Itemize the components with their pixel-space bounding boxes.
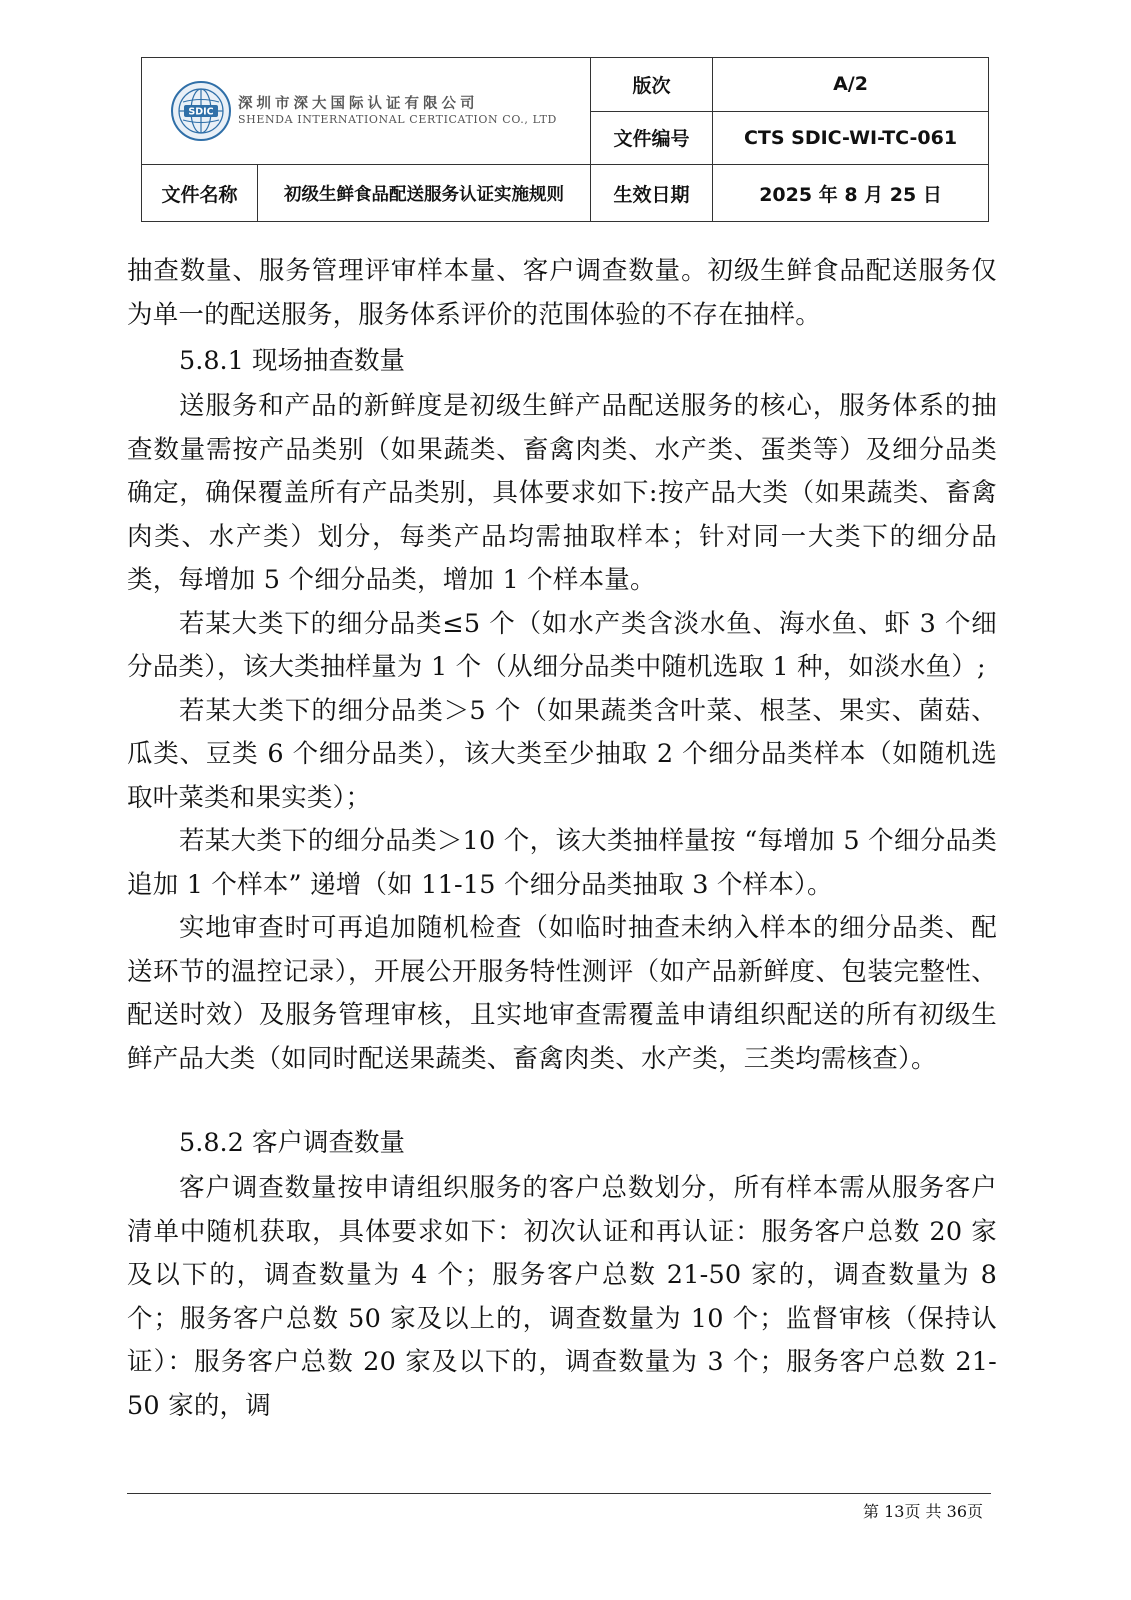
doc-number-label: 文件编号 [591,111,713,165]
file-name-value: 初级生鲜食品配送服务认证实施规则 [258,165,591,222]
company-logo [142,80,590,142]
svg-text:SDIC: SDIC [188,106,214,118]
doc-number-value: CTS SDIC-WI-TC-061 [713,111,989,165]
section-number: 5.8.2 [179,1128,244,1158]
company-name-en: SHENDA INTERNATIONAL CERTICATION CO., LTD [238,113,557,127]
version-value: A/2 [713,58,989,112]
section-title: 客户调查数量 [252,1128,406,1158]
section-heading-5-8-1 [127,337,997,385]
effective-date-value: 2025 年 8 月 25 日 [713,165,989,222]
paragraph-7: 客户调查数量按申请组织服务的客户总数划分，所有样本需从服务客户清单中随机获取，具体要求如下：初次认证和再认证：服务客户总数 20 家及以下的，调查数量为 4 个；服务客户总数 21-50 家的，调查数量为 8 个；服务客户总数 50 家及以上的，调查数量为 10 个；监督审核（保持认证）：服务客户总数 20 家及以下的，调查数量为 3 个；服务客户总数 21-50 家的，调 [127,1173,997,1421]
globe-seal-icon [170,80,232,142]
version-label: 版次 [591,58,713,112]
paragraph-4: 若某大类下的细分品类＞5 个（如果蔬类含叶菜、根茎、果实、菌菇、瓜类、豆类 6 个细分品类），该大类至少抽取 2 个细分品类样本（如随机选取叶菜类和果实类）； [127,695,997,813]
section-number: 5.8.1 [179,346,244,376]
page-number: 第 13页 共 36页 [863,1502,983,1521]
spacer [127,1081,997,1119]
footer-divider [127,1493,991,1494]
section-heading-5-8-2 [127,1119,997,1167]
document-header-table [141,57,989,222]
paragraph-2: 送服务和产品的新鲜度是初级生鲜产品配送服务的核心，服务体系的抽查数量需按产品类别（如果蔬类、畜禽肉类、水产类、蛋类等）及细分品类确定，确保覆盖所有产品类别，具体要求如下:按产品大类（如果蔬类、畜禽肉类、水产类）划分，每类产品均需抽取样本；针对同一大类下的细分品类，每增加 5 个细分品类，增加 1 个样本量。 [127,391,997,595]
effective-date-label: 生效日期 [591,165,713,222]
company-name-cn: 深圳市深大国际认证有限公司 [238,96,479,113]
section-title: 现场抽查数量 [252,346,406,376]
document-body [127,250,997,1428]
paragraph-3: 若某大类下的细分品类≤5 个（如水产类含淡水鱼、海水鱼、虾 3 个细分品类），该大类抽样量为 1 个（从细分品类中随机选取 1 种，如淡水鱼）; [127,608,997,682]
file-name-label: 文件名称 [142,165,258,222]
paragraph-5: 若某大类下的细分品类＞10 个，该大类抽样量按 “每增加 5 个细分品类追加 1 个样本” 递增（如 11-15 个细分品类抽取 3 个样本）。 [127,826,997,900]
company-logo-cell [142,58,591,165]
paragraph-6: 实地审查时可再追加随机检查（如临时抽查未纳入样本的细分品类、配送环节的温控记录），开展公开服务特性测评（如产品新鲜度、包装完整性、配送时效）及服务管理审核，且实地审查需覆盖申请组织配送的所有初级生鲜产品大类（如同时配送果蔬类、畜禽肉类、水产类，三类均需核查）。 [127,913,997,1074]
paragraph-1: 抽查数量、服务管理评审样本量、客户调查数量。初级生鲜食品配送服务仅为单一的配送服务，服务体系评价的范围体验的不存在抽样。 [127,256,997,330]
